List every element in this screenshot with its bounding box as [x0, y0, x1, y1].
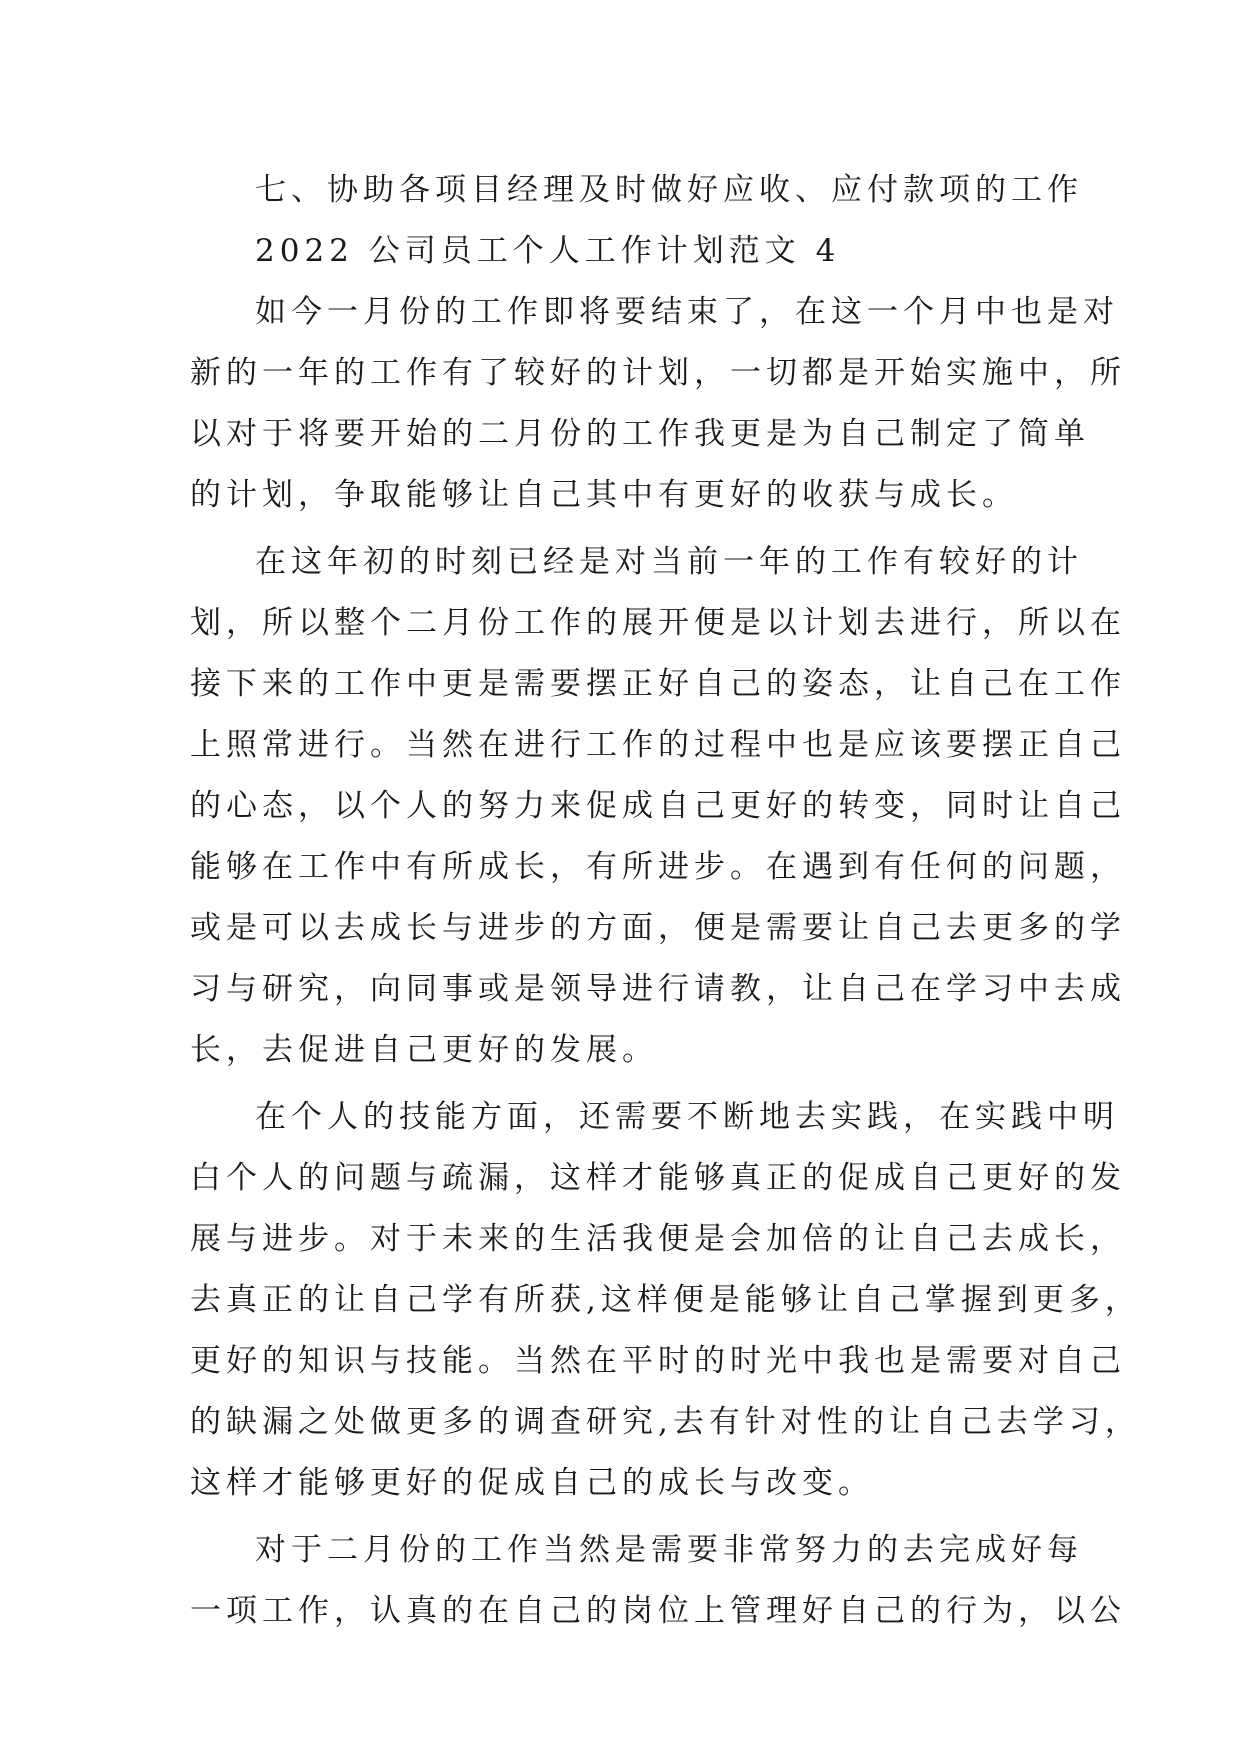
text-line: 展与进步。对于未来的生活我便是会加倍的让自己去成长，	[190, 1221, 1126, 1257]
text-line: 或是可以去成长与进步的方面，便是需要让自己去更多的学	[190, 910, 1126, 946]
text-line: 以对于将要开始的二月份的工作我更是为自己制定了简单	[190, 416, 1090, 452]
text-line: 白个人的问题与疏漏，这样才能够真正的促成自己更好的发	[190, 1160, 1126, 1196]
text-line: 更好的知识与技能。当然在平时的时光中我也是需要对自己	[190, 1343, 1126, 1379]
text-line: 一项工作，认真的在自己的岗位上管理好自己的行为，以公	[190, 1593, 1126, 1629]
text-line: 去真正的让自己学有所获,这样便是能够让自己掌握到更多，	[190, 1282, 1141, 1318]
text-line: 在个人的技能方面，还需要不断地去实践，在实践中明	[255, 1099, 1119, 1135]
text-line: 的缺漏之处做更多的调查研究,去有针对性的让自己去学习，	[190, 1404, 1141, 1440]
text-line: 能够在工作中有所成长，有所进步。在遇到有任何的问题，	[190, 849, 1126, 885]
document-body	[190, 160, 1141, 1642]
text-line: 如今一月份的工作即将要结束了，在这一个月中也是对	[255, 294, 1119, 330]
text-line: 这样才能够更好的促成自己的成长与改变。	[190, 1465, 874, 1501]
text-line: 的计划，争取能够让自己其中有更好的收获与成长。	[190, 477, 1018, 513]
text-line: 习与研究，向同事或是领导进行请教，让自己在学习中去成	[190, 971, 1126, 1007]
text-line: 长，去促进自己更好的发展。	[190, 1032, 658, 1068]
text-line: 上照常进行。当然在进行工作的过程中也是应该要摆正自己	[190, 727, 1126, 763]
text-line: 七、协助各项目经理及时做好应收、应付款项的工作	[255, 172, 1083, 208]
text-line: 新的一年的工作有了较好的计划，一切都是开始实施中，所	[190, 355, 1126, 391]
text-line: 的心态，以个人的努力来促成自己更好的转变，同时让自己	[190, 788, 1126, 824]
text-line: 对于二月份的工作当然是需要非常努力的去完成好每	[255, 1532, 1083, 1568]
text-line: 划，所以整个二月份工作的展开便是以计划去进行，所以在	[190, 605, 1126, 641]
section-heading: 2022 公司员工个人工作计划范文 4	[255, 233, 841, 269]
text-line: 在这年初的时刻已经是对当前一年的工作有较好的计	[255, 544, 1083, 580]
text-line: 接下来的工作中更是需要摆正好自己的姿态，让自己在工作	[190, 666, 1126, 702]
